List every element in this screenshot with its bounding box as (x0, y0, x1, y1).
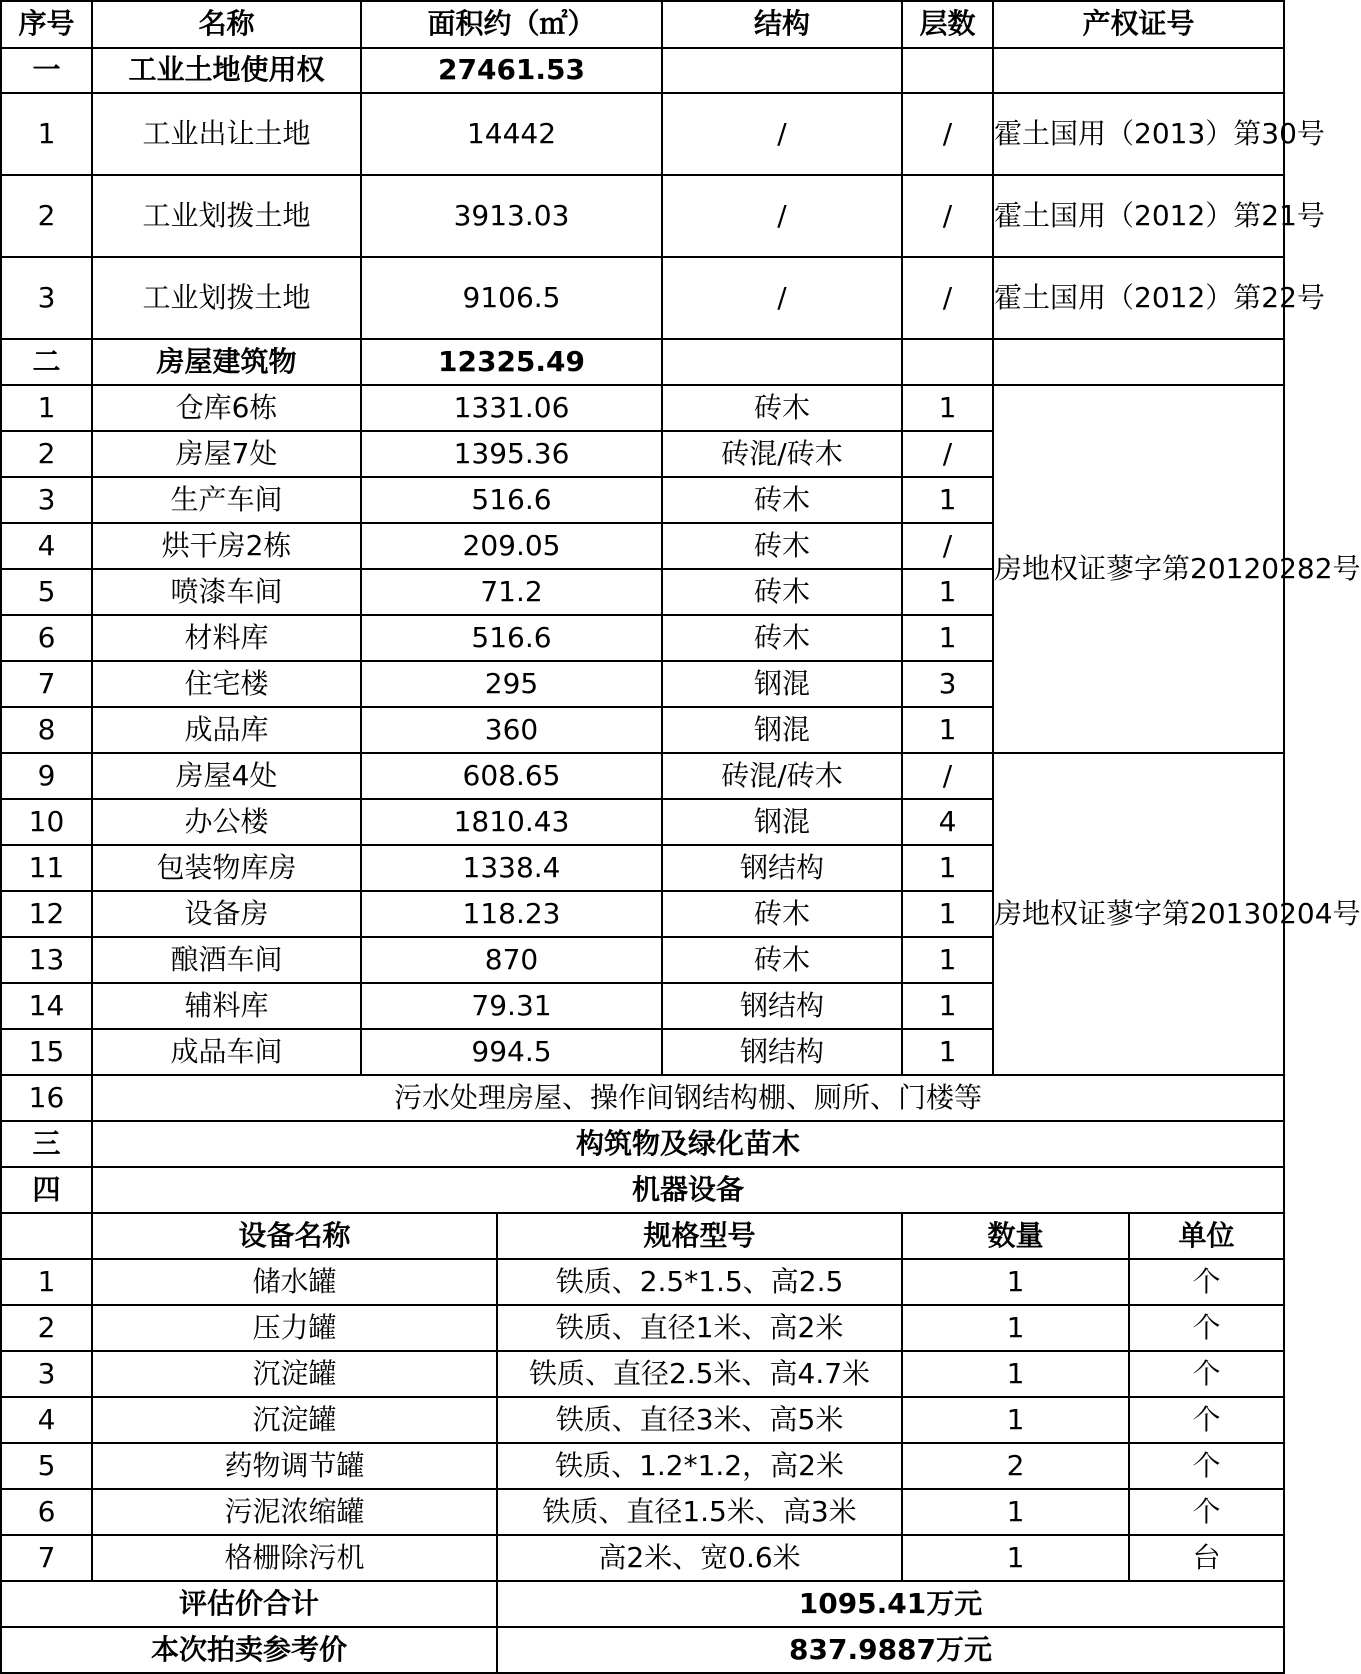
empty-cell (902, 48, 993, 93)
row-structure: 砖混/砖木 (662, 431, 902, 477)
header-no: 序号 (1, 1, 92, 48)
row-no: 11 (1, 845, 92, 891)
row-unit: 个 (1129, 1351, 1284, 1397)
row-no: 12 (1, 891, 92, 937)
row-no: 15 (1, 1029, 92, 1075)
row-area: 1338.4 (361, 845, 662, 891)
valuation-label: 评估价合计 (1, 1581, 497, 1627)
total-row (1, 1627, 1284, 1673)
row-name: 工业出让土地 (92, 93, 361, 175)
row-name: 储水罐 (92, 1259, 497, 1305)
row-area: 608.65 (361, 753, 662, 799)
section-area: 27461.53 (361, 48, 662, 93)
row-qty: 1 (902, 1305, 1129, 1351)
header-floors: 层数 (902, 1, 993, 48)
empty-cell (1, 1213, 92, 1259)
row-spec: 铁质、直径1米、高2米 (497, 1305, 902, 1351)
row-name: 压力罐 (92, 1305, 497, 1351)
table-row (1, 257, 1284, 339)
row-qty: 1 (902, 1259, 1129, 1305)
cert-cell-b: 房地权证蓼字第20130204号 (993, 753, 1284, 1075)
row-name: 沉淀罐 (92, 1397, 497, 1443)
row-floors: 1 (902, 845, 993, 891)
table-row (1, 1259, 1284, 1305)
row-structure: / (662, 175, 902, 257)
header-structure: 结构 (662, 1, 902, 48)
row-name: 办公楼 (92, 799, 361, 845)
section-area: 12325.49 (361, 339, 662, 385)
row-area: 516.6 (361, 615, 662, 661)
cert-cell-a: 房地权证蓼字第20120282号 (993, 385, 1284, 753)
section-no: 三 (1, 1121, 92, 1167)
empty-cell (662, 339, 902, 385)
row-floors: 1 (902, 385, 993, 431)
valuation-value: 1095.41万元 (497, 1581, 1284, 1627)
row-no: 1 (1, 1259, 92, 1305)
row-no: 10 (1, 799, 92, 845)
row-qty: 1 (902, 1535, 1129, 1581)
row-spec: 铁质、2.5*1.5、高2.5 (497, 1259, 902, 1305)
row-structure: 钢混 (662, 707, 902, 753)
row-structure: 钢混 (662, 661, 902, 707)
row-qty: 1 (902, 1489, 1129, 1535)
row-name: 喷漆车间 (92, 569, 361, 615)
header-cert: 产权证号 (993, 1, 1284, 48)
table-row (1, 753, 1284, 799)
row-floors: 4 (902, 799, 993, 845)
row-name: 工业划拨土地 (92, 175, 361, 257)
row-structure: / (662, 257, 902, 339)
row-name: 成品车间 (92, 1029, 361, 1075)
row-unit: 个 (1129, 1489, 1284, 1535)
row-floors: 1 (902, 615, 993, 661)
row-area: 118.23 (361, 891, 662, 937)
row-no: 3 (1, 1351, 92, 1397)
section-row (1, 1167, 1284, 1213)
row-no: 5 (1, 569, 92, 615)
row-name: 工业划拨土地 (92, 257, 361, 339)
table-row (1, 1535, 1284, 1581)
row-no: 2 (1, 175, 92, 257)
row-unit: 台 (1129, 1535, 1284, 1581)
table-row (1, 175, 1284, 257)
row-note: 污水处理房屋、操作间钢结构棚、厕所、门楼等 (92, 1075, 1284, 1121)
row-floors: / (902, 175, 993, 257)
row-no: 2 (1, 431, 92, 477)
row-structure: 砖木 (662, 523, 902, 569)
row-area: 9106.5 (361, 257, 662, 339)
table-row (1, 1397, 1284, 1443)
row-floors: / (902, 431, 993, 477)
row-name: 房屋7处 (92, 431, 361, 477)
empty-cell (993, 339, 1284, 385)
header-area: 面积约（㎡） (361, 1, 662, 48)
row-name: 生产车间 (92, 477, 361, 523)
row-name: 成品库 (92, 707, 361, 753)
empty-cell (662, 48, 902, 93)
row-spec: 铁质、直径2.5米、高4.7米 (497, 1351, 902, 1397)
empty-cell (902, 339, 993, 385)
row-no: 6 (1, 1489, 92, 1535)
section-no: 一 (1, 48, 92, 93)
total-row (1, 1581, 1284, 1627)
row-spec: 铁质、1.2*1.2，高2米 (497, 1443, 902, 1489)
row-name: 材料库 (92, 615, 361, 661)
row-floors: 1 (902, 477, 993, 523)
section-no: 四 (1, 1167, 92, 1213)
row-area: 516.6 (361, 477, 662, 523)
row-floors: 1 (902, 891, 993, 937)
table-row (1, 1075, 1284, 1121)
equipment-header-row (1, 1213, 1284, 1259)
row-floors: / (902, 523, 993, 569)
section-row (1, 339, 1284, 385)
row-name: 沉淀罐 (92, 1351, 497, 1397)
row-area: 295 (361, 661, 662, 707)
row-area: 209.05 (361, 523, 662, 569)
header-name: 名称 (92, 1, 361, 48)
row-no: 7 (1, 661, 92, 707)
row-no: 7 (1, 1535, 92, 1581)
row-no: 3 (1, 477, 92, 523)
row-structure: 砖木 (662, 477, 902, 523)
row-area: 1810.43 (361, 799, 662, 845)
row-floors: / (902, 257, 993, 339)
row-name: 酿酒车间 (92, 937, 361, 983)
table-row (1, 385, 1284, 431)
equipment-header-qty: 数量 (902, 1213, 1129, 1259)
row-structure: 砖混/砖木 (662, 753, 902, 799)
row-area: 3913.03 (361, 175, 662, 257)
row-structure: / (662, 93, 902, 175)
row-area: 79.31 (361, 983, 662, 1029)
row-no: 3 (1, 257, 92, 339)
row-no: 5 (1, 1443, 92, 1489)
equipment-header-spec: 规格型号 (497, 1213, 902, 1259)
section-name: 房屋建筑物 (92, 339, 361, 385)
row-floors: 1 (902, 1029, 993, 1075)
row-area: 1395.36 (361, 431, 662, 477)
table-row (1, 1443, 1284, 1489)
row-no: 1 (1, 385, 92, 431)
row-no: 16 (1, 1075, 92, 1121)
row-cert: 霍土国用（2012）第21号 (993, 175, 1284, 257)
row-floors: 1 (902, 983, 993, 1029)
table-row (1, 1489, 1284, 1535)
section-name: 机器设备 (92, 1167, 1284, 1213)
row-floors: 1 (902, 937, 993, 983)
row-name: 污泥浓缩罐 (92, 1489, 497, 1535)
row-structure: 钢结构 (662, 845, 902, 891)
row-cert: 霍土国用（2012）第22号 (993, 257, 1284, 339)
row-name: 辅料库 (92, 983, 361, 1029)
reference-value: 837.9887万元 (497, 1627, 1284, 1673)
row-unit: 个 (1129, 1397, 1284, 1443)
row-area: 360 (361, 707, 662, 753)
row-no: 8 (1, 707, 92, 753)
row-name: 格栅除污机 (92, 1535, 497, 1581)
row-area: 14442 (361, 93, 662, 175)
table-header-row (1, 1, 1284, 48)
row-area: 1331.06 (361, 385, 662, 431)
row-no: 4 (1, 1397, 92, 1443)
row-structure: 砖木 (662, 615, 902, 661)
row-no: 9 (1, 753, 92, 799)
row-spec: 高2米、宽0.6米 (497, 1535, 902, 1581)
row-unit: 个 (1129, 1443, 1284, 1489)
row-structure: 砖木 (662, 569, 902, 615)
row-floors: 1 (902, 569, 993, 615)
row-floors: 3 (902, 661, 993, 707)
row-area: 71.2 (361, 569, 662, 615)
row-qty: 2 (902, 1443, 1129, 1489)
section-row (1, 1121, 1284, 1167)
row-name: 房屋4处 (92, 753, 361, 799)
row-no: 14 (1, 983, 92, 1029)
row-area: 994.5 (361, 1029, 662, 1075)
row-structure: 钢混 (662, 799, 902, 845)
table-row (1, 1305, 1284, 1351)
row-cert: 霍土国用（2013）第30号 (993, 93, 1284, 175)
row-no: 13 (1, 937, 92, 983)
row-name: 药物调节罐 (92, 1443, 497, 1489)
section-no: 二 (1, 339, 92, 385)
equipment-header-name: 设备名称 (92, 1213, 497, 1259)
row-structure: 钢结构 (662, 1029, 902, 1075)
row-no: 4 (1, 523, 92, 569)
row-floors: 1 (902, 707, 993, 753)
row-unit: 个 (1129, 1305, 1284, 1351)
row-spec: 铁质、直径3米、高5米 (497, 1397, 902, 1443)
row-name: 设备房 (92, 891, 361, 937)
table-row (1, 93, 1284, 175)
row-name: 住宅楼 (92, 661, 361, 707)
row-name: 包装物库房 (92, 845, 361, 891)
empty-cell (993, 48, 1284, 93)
reference-label: 本次拍卖参考价 (1, 1627, 497, 1673)
row-unit: 个 (1129, 1259, 1284, 1305)
row-name: 烘干房2栋 (92, 523, 361, 569)
row-structure: 砖木 (662, 385, 902, 431)
row-no: 2 (1, 1305, 92, 1351)
row-floors: / (902, 93, 993, 175)
row-no: 1 (1, 93, 92, 175)
row-structure: 砖木 (662, 937, 902, 983)
row-floors: / (902, 753, 993, 799)
section-name: 构筑物及绿化苗木 (92, 1121, 1284, 1167)
table-row (1, 1351, 1284, 1397)
section-row (1, 48, 1284, 93)
row-name: 仓库6栋 (92, 385, 361, 431)
row-spec: 铁质、直径1.5米、高3米 (497, 1489, 902, 1535)
row-structure: 钢结构 (662, 983, 902, 1029)
row-structure: 砖木 (662, 891, 902, 937)
row-qty: 1 (902, 1397, 1129, 1443)
row-area: 870 (361, 937, 662, 983)
equipment-header-unit: 单位 (1129, 1213, 1284, 1259)
row-no: 6 (1, 615, 92, 661)
row-qty: 1 (902, 1351, 1129, 1397)
section-name: 工业土地使用权 (92, 48, 361, 93)
